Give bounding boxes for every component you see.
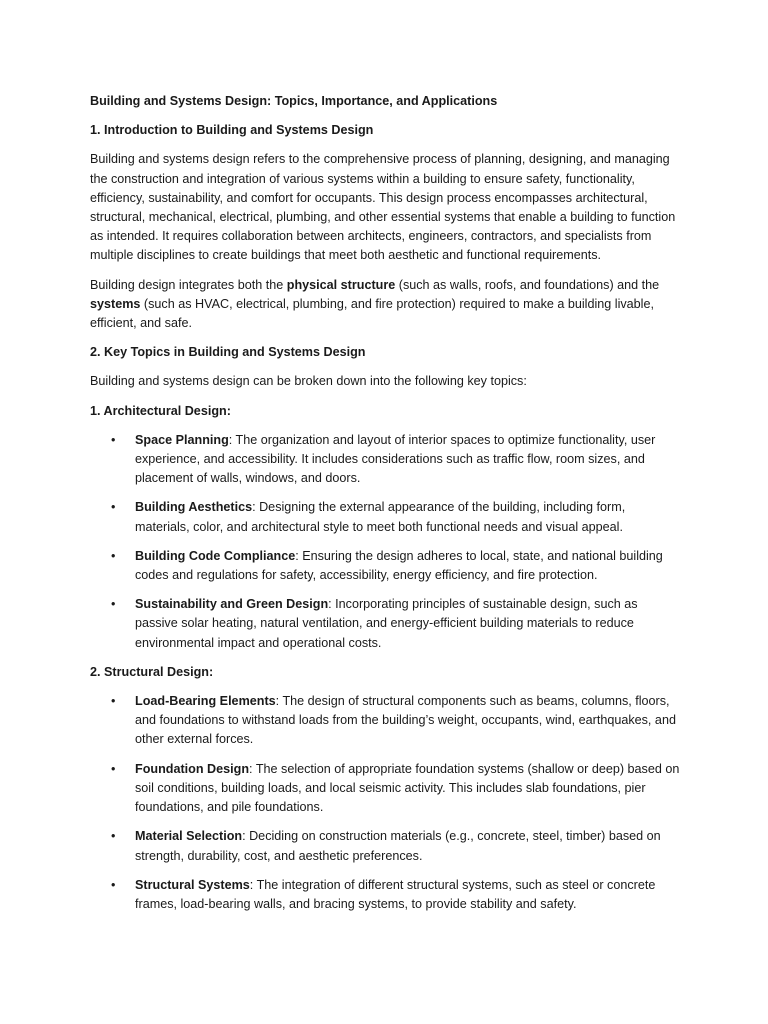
text-run: (such as walls, roofs, and foundations) and the [395, 277, 660, 292]
list-item-text: : The selection of appropriate foundation systems (shallow or deep) based on soil conditions, building loads, and local seismic activity. This includes slab foundations, pier foundations, and pile foundations. [135, 761, 680, 815]
bullet-icon: • [111, 694, 116, 709]
section-heading-introduction: 1. Introduction to Building and Systems Design [90, 123, 374, 138]
list-item [90, 595, 682, 653]
section-heading-key-topics: 2. Key Topics in Building and Systems Design [90, 345, 366, 360]
list-item [90, 547, 682, 585]
bullet-icon: • [111, 432, 116, 447]
list-item [90, 431, 682, 489]
bullet-icon: • [111, 500, 116, 515]
list-item-text: : The organization and layout of interior spaces to optimize functionality, user experience, and accessibility. It includes considerations such as traffic flow, room sizes, and placement of walls, windows, and doors. [135, 432, 656, 486]
structural-design-list [90, 692, 682, 914]
integration-paragraph [90, 276, 682, 334]
document-title: Building and Systems Design: Topics, Importance, and Applications [90, 94, 498, 108]
architectural-design-list [90, 431, 682, 653]
list-item-text: : Deciding on construction materials (e.g., concrete, steel, timber) based on strength, durability, cost, and aesthetic preferences. [135, 829, 661, 863]
list-item-term: Space Planning [135, 432, 229, 447]
list-item [90, 827, 682, 865]
list-item-text: : Designing the external appearance of the building, including form, materials, color, and architectural style to meet both functional needs and visual appeal. [135, 500, 626, 534]
list-item [90, 760, 682, 818]
key-topics-intro: Building and systems design can be broken down into the following key topics: [90, 374, 527, 389]
bullet-icon: • [111, 877, 116, 892]
subheading-structural-design: 2. Structural Design: [90, 664, 214, 679]
list-item-term: Load-Bearing Elements [135, 694, 276, 709]
bullet-icon: • [111, 597, 116, 612]
list-item-term: Building Code Compliance [135, 548, 296, 563]
bold-term-physical-structure: physical structure [286, 277, 396, 292]
subheading-architectural-design: 1. Architectural Design: [90, 403, 231, 418]
text-run: Building design integrates both the [90, 277, 287, 292]
list-item-text: : The integration of different structural systems, such as steel or concrete frames, load-bearing walls, and bracing systems, to provide stability and safety. [135, 877, 656, 911]
list-item-term: Material Selection [135, 829, 243, 844]
list-item-text: : Ensuring the design adheres to local, state, and national building codes and regulations for safety, accessibility, energy efficiency, and fire protection. [135, 548, 663, 583]
list-item [90, 498, 682, 536]
list-item-term: Sustainability and Green Design [135, 597, 329, 612]
list-item [90, 692, 682, 750]
list-item-term: Foundation Design [135, 761, 250, 776]
list-item-term: Structural Systems [135, 877, 250, 892]
bullet-icon: • [111, 548, 116, 563]
text-run: (such as HVAC, electrical, plumbing, and fire protection) required to make a building livable, efficient, and safe. [90, 296, 654, 331]
bullet-icon: • [111, 829, 116, 844]
bullet-icon: • [111, 761, 116, 776]
bold-term-systems: systems [90, 296, 141, 311]
list-item-text: : The design of structural components such as beams, columns, floors, and foundations to withstand loads from the building’s weight, occupants, wind, earthquakes, and other external forces. [135, 694, 676, 747]
list-item-text: : Incorporating principles of sustainable design, such as passive solar heating, natural ventilation, and energy-efficient building materials to reduce environmental impact and operational costs. [135, 597, 638, 650]
intro-paragraph: Building and systems design refers to the comprehensive process of planning, designing, and managing the construction and integration of various systems within a building to ensure safety, functionality, efficiency, sustainability, and comfort for occupants. This design process encompasses architectural, structural, mechanical, electrical, plumbing, and other essential systems that enable a building to function as intended. It requires collaboration between architects, engineers, contractors, and specialists from multiple disciplines to create buildings that meet both aesthetic and functional requirements. [90, 152, 676, 263]
list-item-term: Building Aesthetics [135, 500, 253, 515]
list-item [90, 876, 682, 914]
